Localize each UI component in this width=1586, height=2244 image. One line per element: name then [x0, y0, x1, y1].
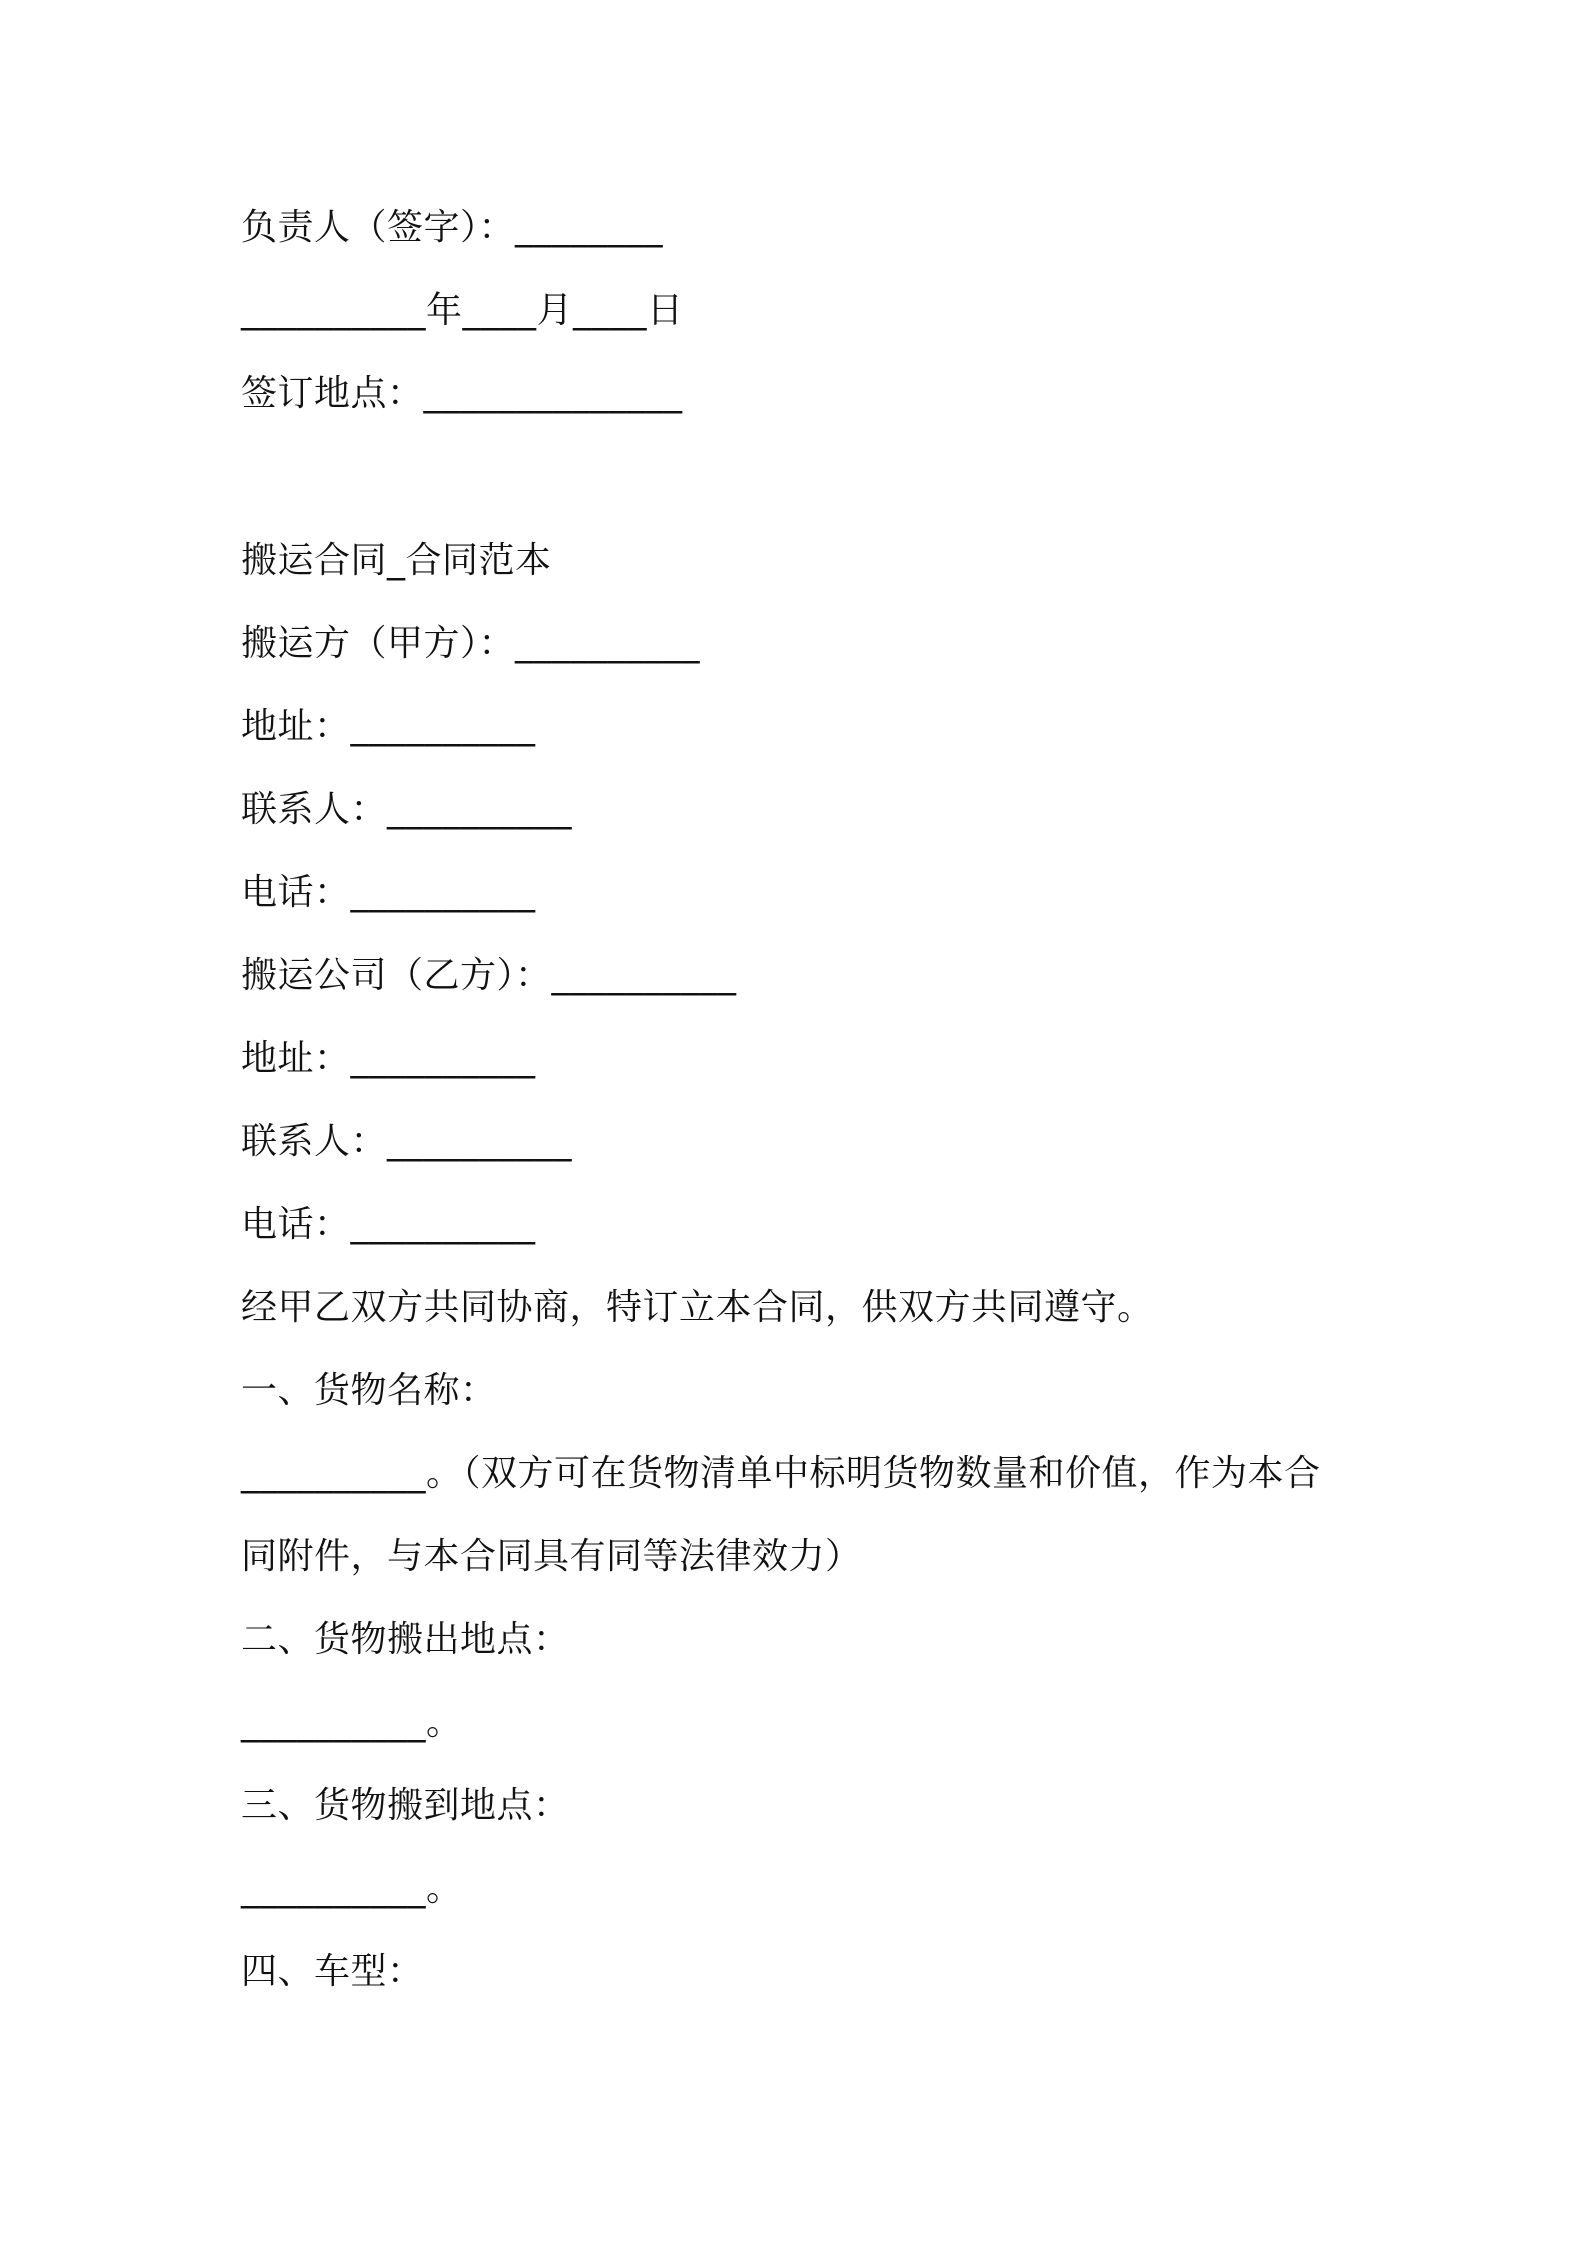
party-a-line: 搬运方（甲方）：__________	[241, 623, 701, 664]
party-b-contact-line: 联系人：__________	[241, 1121, 573, 1162]
section-pickup-location-heading: 二、货物搬出地点：	[241, 1619, 570, 1660]
signing-place-line: 签订地点：______________	[241, 373, 683, 414]
signer-line: 负责人（签字）：________	[241, 207, 664, 248]
section-vehicle-type-heading: 四、车型：	[241, 1951, 424, 1992]
agreement-statement: 经甲乙双方共同协商，特订立本合同，供双方共同遵守。	[241, 1287, 1154, 1328]
party-b-phone-line: 电话：__________	[241, 1204, 536, 1245]
party-a-phone-line: 电话：__________	[241, 872, 536, 913]
party-a-address-line: 地址：__________	[241, 706, 536, 747]
goods-name-field-continued: 同附件，与本合同具有同等法律效力）	[241, 1536, 862, 1577]
party-b-line: 搬运公司（乙方）：__________	[241, 955, 737, 996]
pickup-location-field: __________。	[241, 1702, 463, 1743]
goods-name-field: __________。（双方可在货物清单中标明货物数量和价值，作为本合	[241, 1453, 1321, 1494]
date-line: __________年____月____日	[241, 290, 684, 331]
contract-title: 搬运合同_合同范本	[241, 540, 552, 581]
party-b-address-line: 地址：__________	[241, 1038, 536, 1079]
party-a-contact-line: 联系人：__________	[241, 789, 573, 830]
section-goods-name-heading: 一、货物名称：	[241, 1370, 497, 1411]
delivery-location-field: __________。	[241, 1868, 463, 1909]
section-delivery-location-heading: 三、货物搬到地点：	[241, 1785, 570, 1826]
